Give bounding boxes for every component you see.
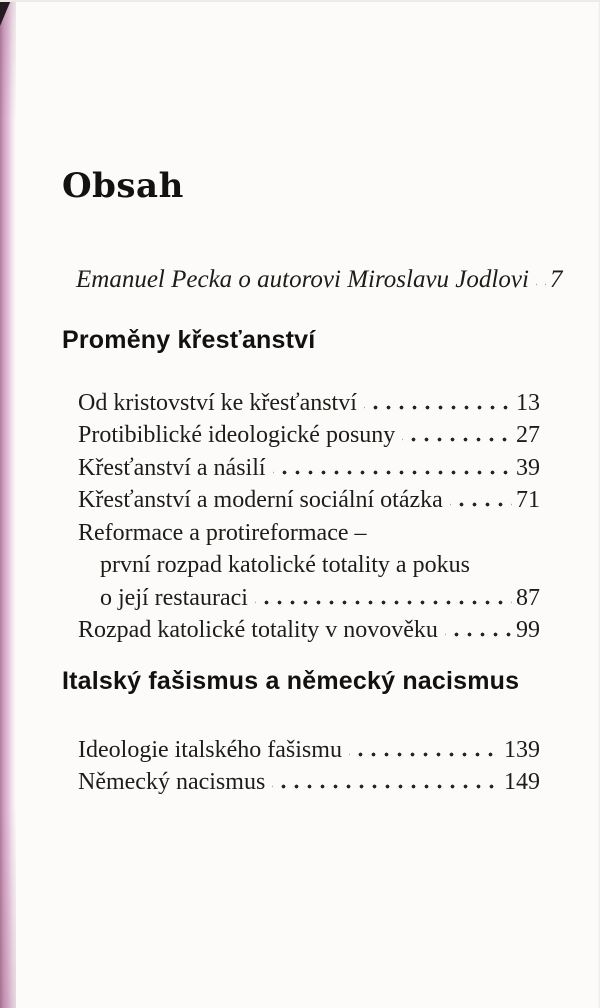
toc-entry-label: Emanuel Pecka o autorovi Miroslavu Jodlovi [76, 266, 529, 293]
binding-edge [0, 2, 16, 1008]
section-heading-italsky-fasismus: Italský fašismus a německý nacismus [62, 666, 520, 695]
toc-entry-page: 71 [516, 487, 540, 513]
toc-entry-page: 149 [504, 769, 540, 795]
dot-leader [255, 600, 512, 605]
toc-entry-page: 13 [516, 389, 540, 416]
toc-entry [62, 549, 540, 582]
toc-entry [62, 419, 540, 452]
toc-section-list [62, 387, 540, 647]
toc-entry-page: 39 [516, 454, 540, 481]
toc-entry-page: 87 [516, 584, 540, 611]
dot-leader [450, 502, 512, 507]
toc-entry-label: Reformace a protireformace – [78, 519, 367, 546]
toc-entry-page: 27 [516, 422, 540, 448]
toc-entry-page: 139 [504, 736, 540, 763]
toc-section-list [62, 734, 540, 799]
dot-leader [272, 784, 500, 789]
toc-entry [62, 766, 540, 799]
toc-entry-label: Německý nacismus [78, 769, 266, 795]
toc-entry-author [62, 264, 563, 297]
dot-leader [445, 632, 512, 637]
toc-entry-page: 99 [516, 617, 540, 643]
toc-entry [62, 614, 540, 647]
toc-entry-label: Křesťanství a moderní sociální otázka [78, 487, 443, 513]
dot-leader [536, 282, 546, 287]
section-heading-promeny-krestanstvi: Proměny křesťanství [62, 325, 316, 354]
toc-entry [62, 452, 540, 485]
toc-entry-page: 7 [549, 266, 563, 293]
toc-entry [62, 484, 540, 517]
toc-entry-label: o její restauraci [100, 584, 248, 611]
toc-entry-label: Ideologie italského fašismu [78, 736, 342, 763]
toc-entry-label: Rozpad katolické totality v novověku [78, 617, 438, 643]
toc-entry [62, 582, 540, 615]
page-title: Obsah [62, 166, 184, 206]
dot-leader [364, 405, 512, 410]
toc-entry-label: Protibiblické ideologické posuny [78, 422, 396, 448]
toc-entry [62, 387, 540, 420]
toc-entry-label: Od kristovství ke křesťanství [78, 389, 357, 416]
toc-entry [62, 734, 540, 767]
toc-entry-label: Křesťanství a násilí [78, 454, 266, 481]
toc-entry-label: první rozpad katolické totality a pokus [100, 552, 470, 578]
dot-leader [402, 437, 512, 442]
table-of-contents [62, 2, 563, 799]
dot-leader [273, 470, 512, 475]
toc-entry [62, 517, 540, 550]
dot-leader [349, 752, 500, 757]
